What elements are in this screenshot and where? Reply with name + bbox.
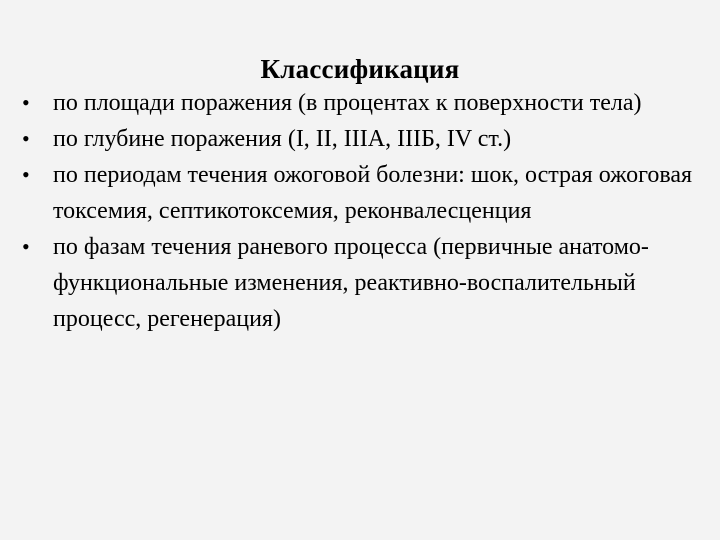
bullet-text: по глубине поражения (I, II, IIIA, IIIБ, IV ст.) — [53, 126, 512, 152]
bullet-text: по фазам течения раневого процесса (первичные анатомо-функциональные изменения, реактивно-воспалительный процесс, регенерация) — [53, 234, 649, 332]
bullet-item-area — [22, 85, 712, 121]
bullet-dot-icon: • — [22, 162, 30, 187]
bullet-text: по периодам течения ожоговой болезни: шок, острая ожоговая токсемия, септикотоксемия, реконвалесценция — [53, 162, 693, 224]
bullet-item-phases — [22, 229, 712, 337]
bullet-dot-icon: • — [22, 126, 30, 151]
bullet-item-periods — [22, 157, 712, 229]
bullet-dot-icon: • — [22, 234, 30, 259]
bullet-list — [22, 85, 712, 337]
bullet-text: по площади поражения (в процентах к поверхности тела) — [53, 90, 642, 116]
bullet-item-depth — [22, 121, 712, 157]
slide-title: Классификация — [260, 54, 460, 84]
bullet-dot-icon: • — [22, 90, 30, 115]
